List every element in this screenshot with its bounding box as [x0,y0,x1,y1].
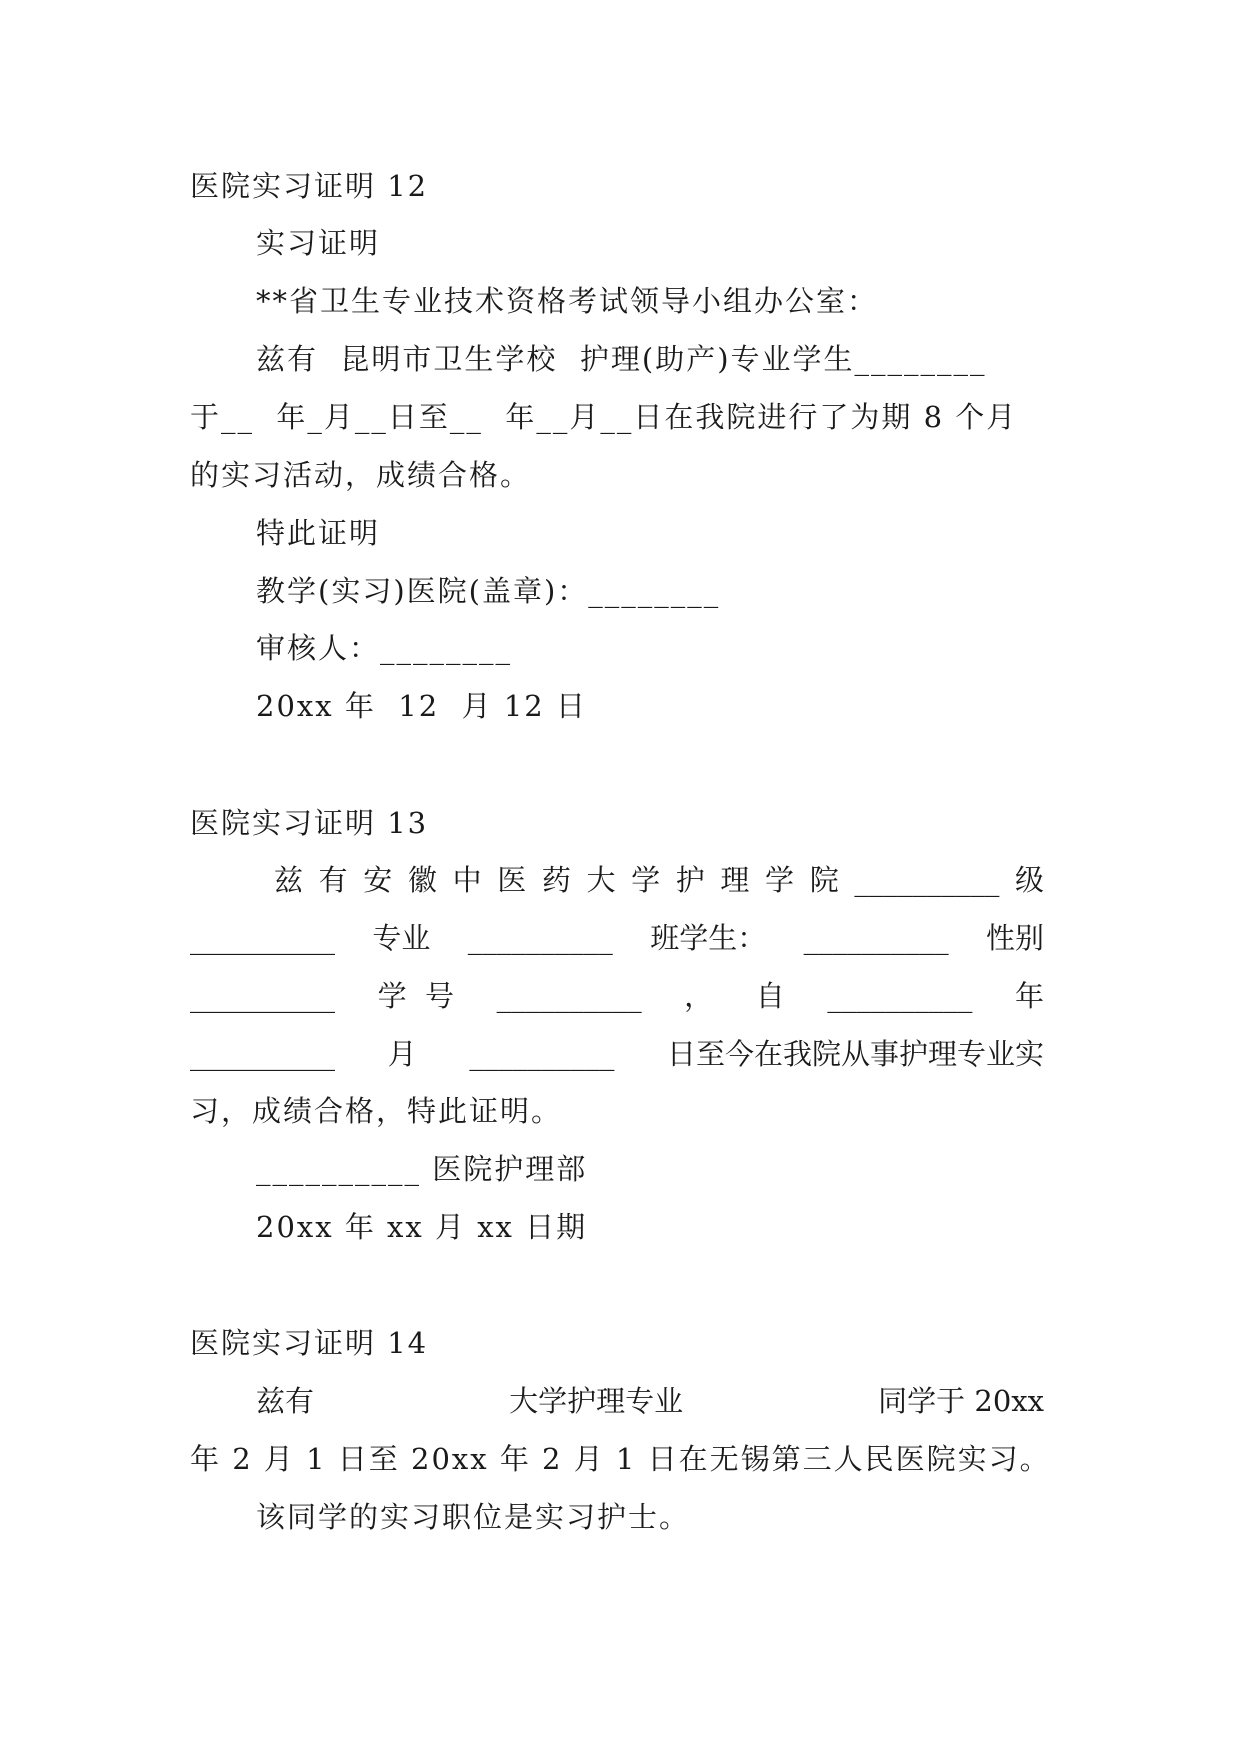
text-segment: 安 [363,863,393,897]
closing-line: 特此证明 [256,516,381,550]
blank-line: __________ [854,863,1000,897]
section-14-heading: 医院实习证明 14 [190,1326,429,1360]
reviewer-line: 审核人：________ [256,631,513,665]
text-segment: 兹 [274,863,304,897]
text-segment: 班学生： [650,921,767,955]
text-segment: ， [684,979,714,1013]
text-segment: 学 [765,863,795,897]
blank-line: __________ [469,1037,615,1071]
text-segment: 学 号 [377,979,455,1013]
text-segment: 专业 [372,921,431,955]
text-segment: 学 [631,863,661,897]
text-segment: 兹有 [256,1384,315,1418]
blank-line: __________ [827,979,973,1013]
blank-line: __________ [496,979,642,1013]
justified-body-line [190,921,1044,955]
text-segment: 大 [586,863,616,897]
text-segment: 护 [675,863,705,897]
seal-line: 教学(实习)医院(盖章)：________ [256,574,721,608]
date-line: 20xx 年 xx 月 xx 日期 [256,1210,588,1244]
text-segment: 日至今在我院从事护理专业实 [666,1037,1044,1071]
section-12-heading: 医院实习证明 12 [190,169,429,203]
text-segment: 同学于 20xx [878,1384,1044,1418]
justified-body-line [190,1037,1044,1071]
text-segment: 年 [1014,979,1044,1013]
blank-line: __________ [190,979,335,1013]
blank-line: __________ [467,921,613,955]
text-segment: 院 [809,863,839,897]
body-line: 的实习活动，成绩合格。 [190,458,532,492]
text-segment: 药 [541,863,571,897]
blank-line: __________ [190,921,335,955]
justified-body-line [274,863,1044,897]
text-segment: 医 [497,863,527,897]
justified-body-line [256,1384,1044,1418]
addressee-line: **省卫生专业技术资格考试领导小组办公室： [256,284,879,318]
certificate-title: 实习证明 [256,226,381,260]
blank-line: __________ [803,921,949,955]
text-segment: 性别 [985,921,1044,955]
body-line: 于__ 年_月__日至__ 年__月__日在我院进行了为期 8 个月 [190,400,1018,434]
text-segment: 有 [318,863,348,897]
date-line: 20xx 年 12 月 12 日 [256,689,587,723]
justified-body-line [190,979,1044,1013]
text-segment: 月 [387,1037,417,1071]
body-line: 年 2 月 1 日至 20xx 年 2 月 1 日在无锡第三人民医院实习。 [190,1442,1051,1476]
section-13-heading: 医院实习证明 13 [190,806,429,840]
text-segment: 中 [452,863,482,897]
text-segment: 理 [720,863,750,897]
text-segment: 自 [755,979,785,1013]
text-segment: 级 [1014,863,1044,897]
body-line: 习，成绩合格，特此证明。 [190,1094,563,1128]
body-line: 该同学的实习职位是实习护士。 [256,1500,691,1534]
text-segment: 徽 [407,863,437,897]
blank-line: __________ [190,1037,335,1071]
body-line: 兹有 昆明市卫生学校 护理(助产)专业学生________ [256,342,987,376]
signer-line: __________ 医院护理部 [256,1152,588,1186]
text-segment: 大学护理专业 [509,1384,684,1418]
